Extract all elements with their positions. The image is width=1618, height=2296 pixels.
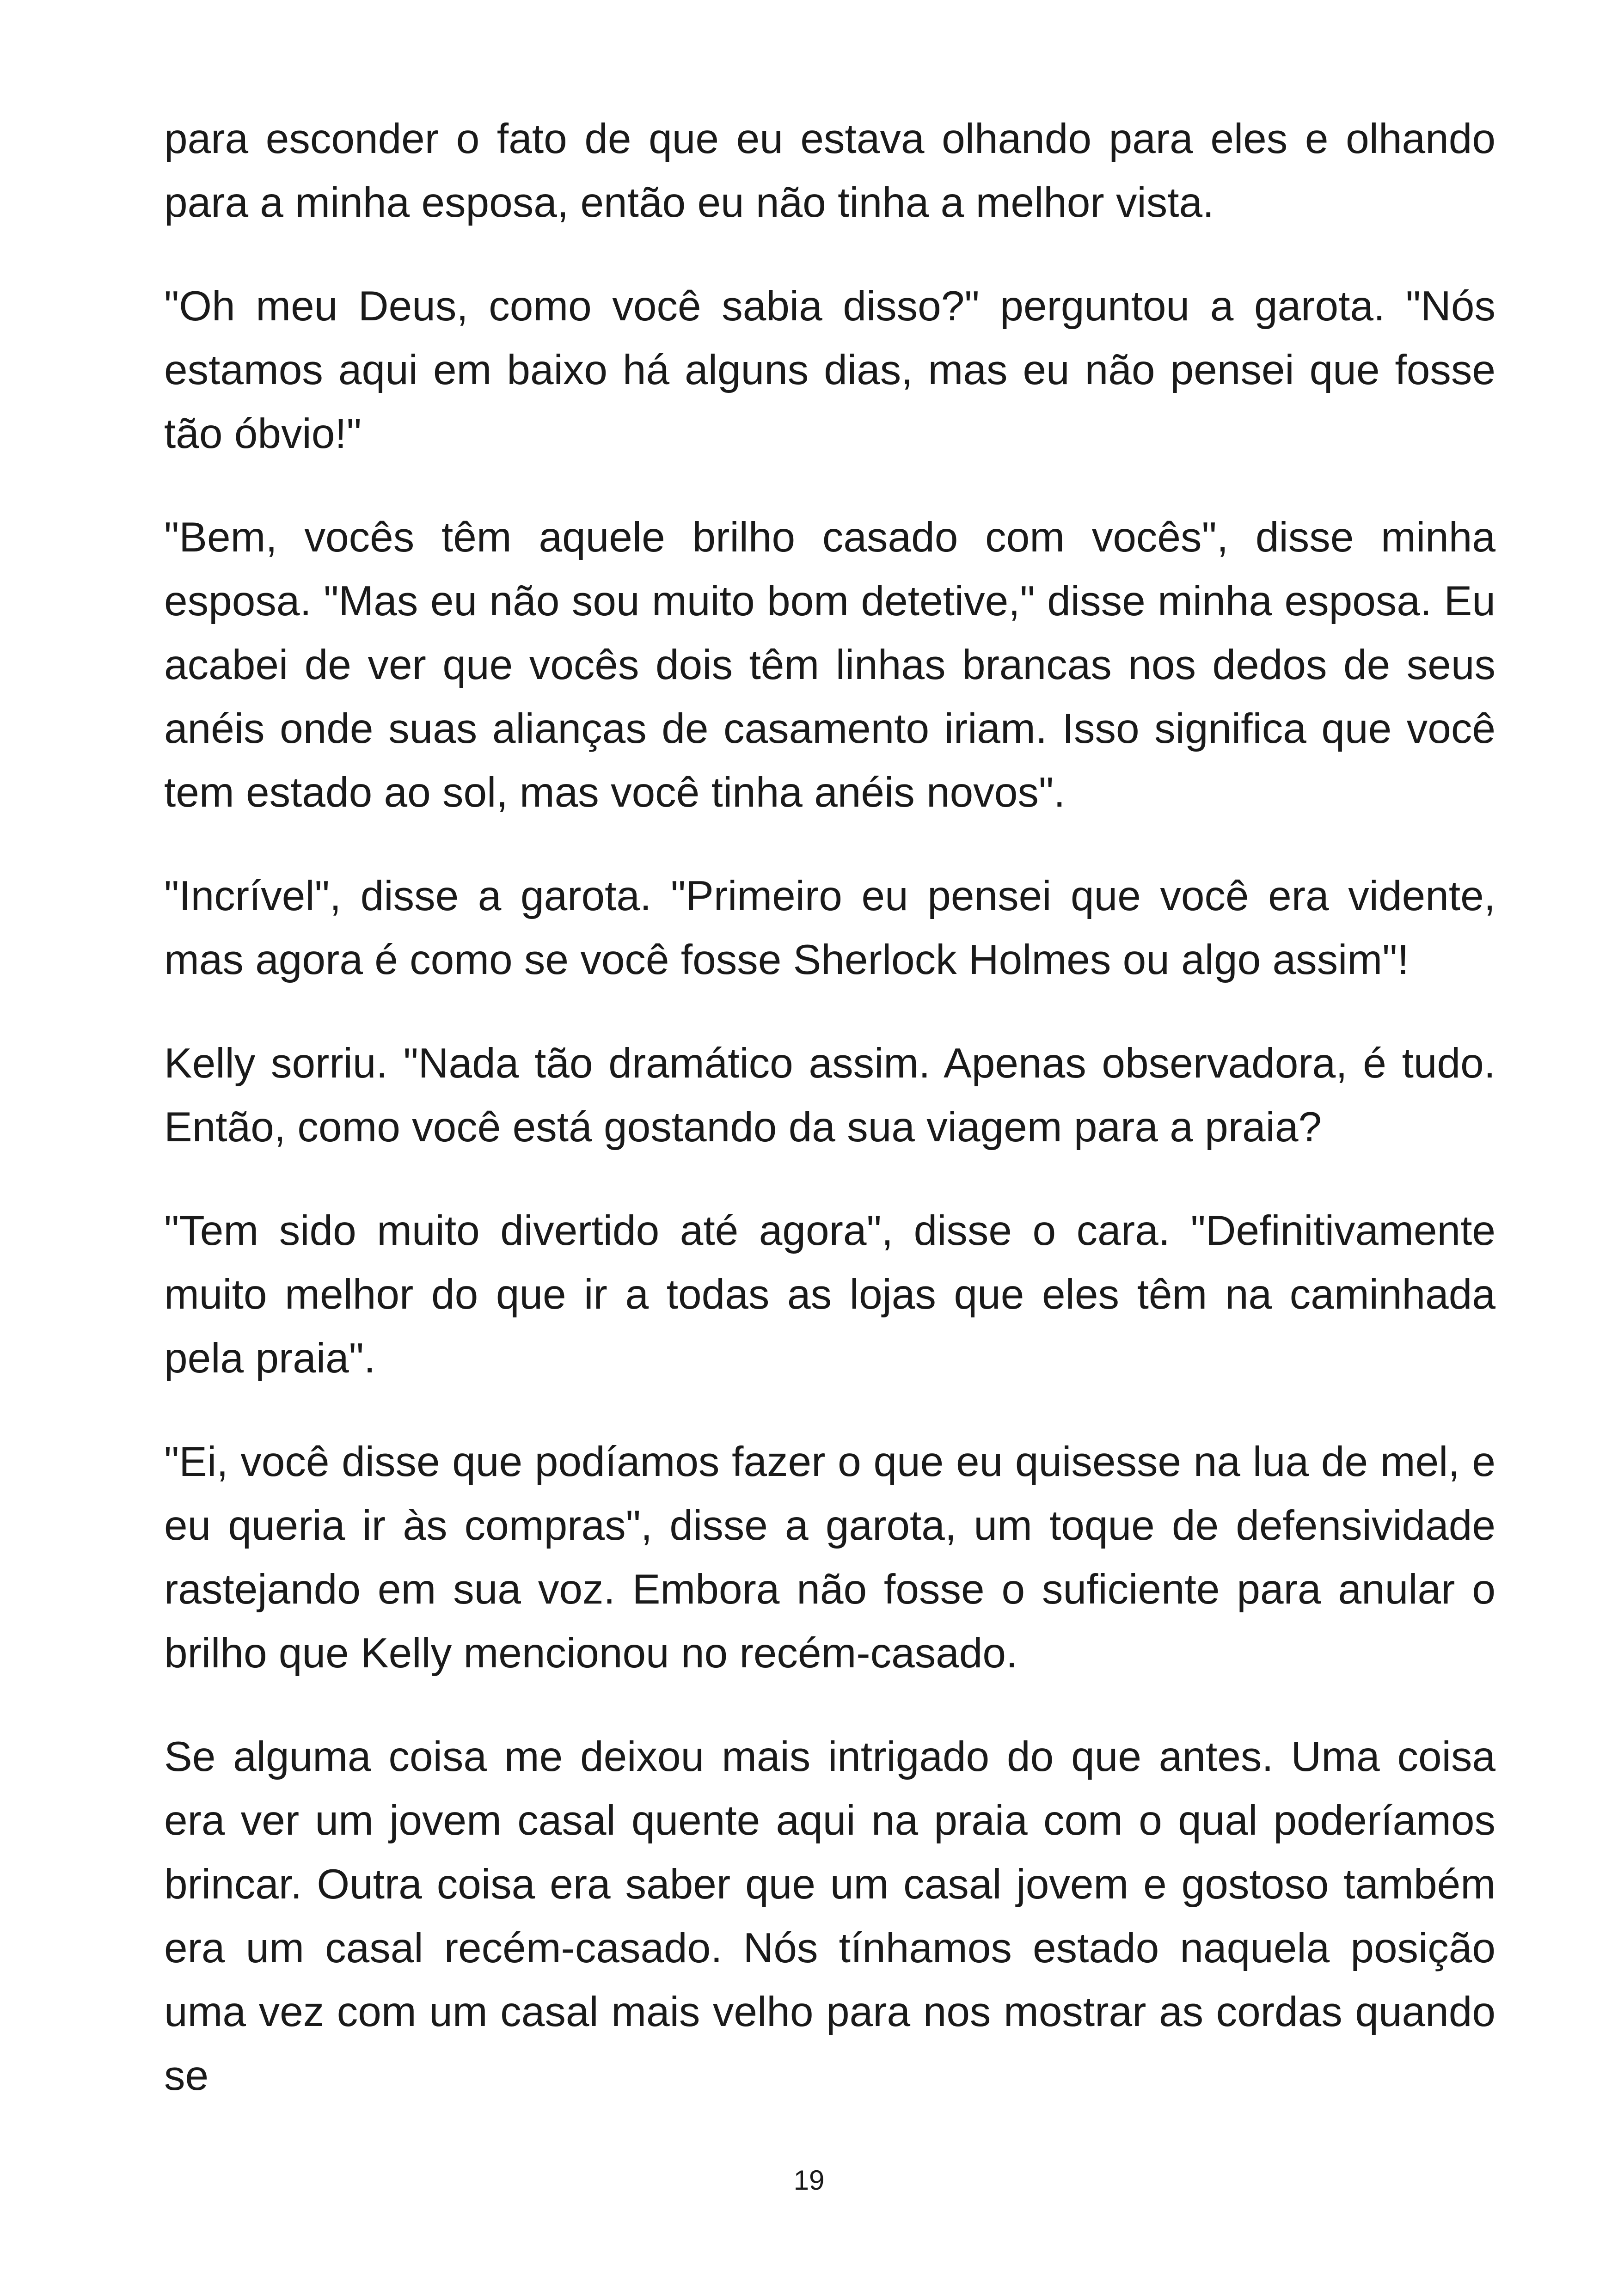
paragraph-6: "Tem sido muito divertido até agora", disse o cara. "Definitivamente muito melhor do que ir a todas as lojas que eles têm na caminhada pela praia".	[164, 1207, 1495, 1382]
paragraph-8: Se alguma coisa me deixou mais intrigado do que antes. Uma coisa era ver um jovem casal quente aqui na praia com o qual poderíamos brincar. Outra coisa era saber que um casal jovem e gostoso também era um casal recém-casado. Nós tínhamos estado naquela posição uma vez com um casal mais velho para nos mostrar as cordas quando se	[164, 1733, 1495, 2099]
paragraph-1: para esconder o fato de que eu estava olhando para eles e olhando para a minha esposa, então eu não tinha a melhor vista.	[164, 116, 1495, 226]
page-number: 19	[793, 2165, 825, 2196]
paragraph-7: "Ei, você disse que podíamos fazer o que eu quisesse na lua de mel, e eu queria ir às compras", disse a garota, um toque de defensividade rastejando em sua voz. Embora não fosse o suficiente para anular o brilho que Kelly mencionou no recém-casado.	[164, 1439, 1495, 1677]
paragraph-4: "Incrível", disse a garota. "Primeiro eu pensei que você era vidente, mas agora é como se você fosse Sherlock Holmes ou algo assim"!	[164, 873, 1495, 983]
paragraph-5: Kelly sorriu. "Nada tão dramático assim. Apenas observadora, é tudo. Então, como você está gostando da sua viagem para a praia?	[164, 1040, 1495, 1151]
body-text	[164, 107, 1495, 2148]
paragraph-3: "Bem, vocês têm aquele brilho casado com vocês", disse minha esposa. "Mas eu não sou muito bom detetive," disse minha esposa. Eu acabei de ver que vocês dois têm linhas brancas nos dedos de seus anéis onde suas alianças de casamento iriam. Isso significa que você tem estado ao sol, mas você tinha anéis novos".	[164, 514, 1495, 816]
paragraph-2: "Oh meu Deus, como você sabia disso?" perguntou a garota. "Nós estamos aqui em baixo há alguns dias, mas eu não pensei que fosse tão óbvio!"	[164, 283, 1495, 457]
